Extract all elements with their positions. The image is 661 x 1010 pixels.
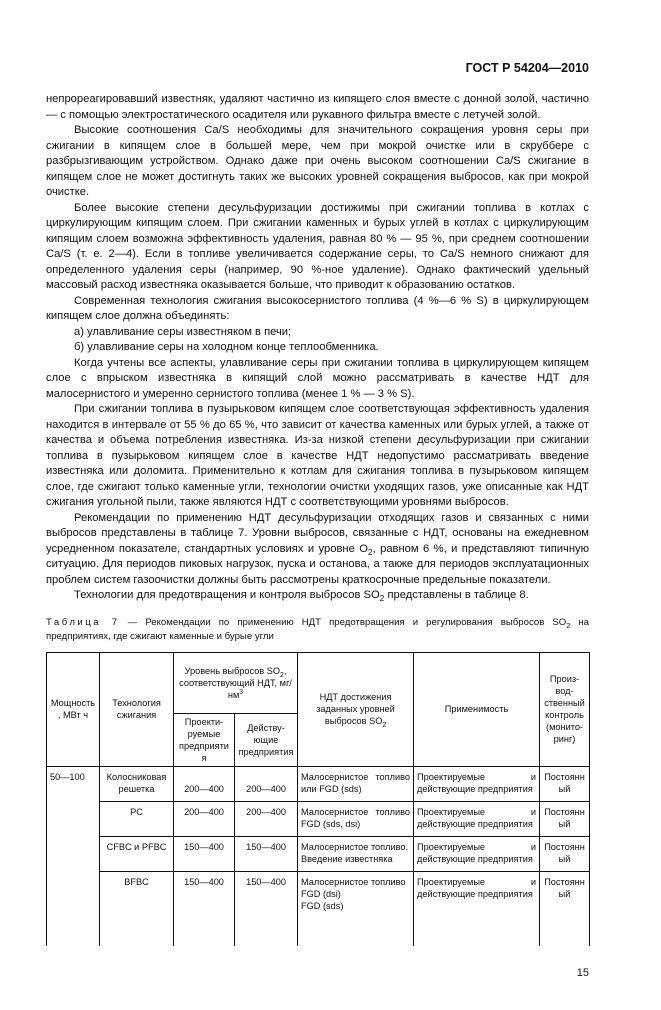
table-row xyxy=(47,836,590,871)
cell-applicability: Проектируемые и действующие предприятия xyxy=(414,801,540,836)
cell-existing: 150—400 xyxy=(235,871,298,946)
text: Рекомендации по применению НДТ десульфуризации отходящих газов и связанных с ними выбросов представлены в таблице 7. Уровни выбросов, связанные с НДТ, основаны на ежедневном усредненном показателе, стандартных условиях и уровне O xyxy=(46,511,589,555)
subscript: 2 xyxy=(566,620,571,630)
document-id: ГОСТ Р 54204—2010 xyxy=(465,61,589,75)
cell-existing: 200—400 xyxy=(235,801,298,836)
cell-applicability: Проектируемые и действующие предприятия xyxy=(414,766,540,801)
list-item: б) улавливание серы на холодном конце теплообменника. xyxy=(74,341,379,353)
paragraph: непрореагировавший известняк, удаляют частично из кипящего слоя вместе с донной золой, частично — с помощью электростатического осадителя или рукавного фильтра вместе с летучей золой. xyxy=(46,93,589,121)
cell-existing: 150—400 xyxy=(235,836,298,871)
subscript: 2 xyxy=(367,546,373,557)
table-row xyxy=(47,801,590,836)
body-text xyxy=(46,92,589,604)
cell-tech: CFBC и PFBC xyxy=(100,836,174,871)
cell-monitoring: Постоянный xyxy=(540,766,590,801)
paragraph: Высокие соотношения Ca/S необходимы для значительного сокращения уровня серы при сжигании в кипящем слое в большей мере, чем при мокрой очистке или в скруббере с разбрызгивающим устройством. Однако даже при очень высоком соотношении Ca/S сжигание в кипящем слое не может достигнуть таких же высоких уровней сокращения выбросов, как при мокрой очистке. xyxy=(46,124,589,198)
header-existing: Действу-ющие предприятия xyxy=(235,713,298,766)
cell-bat: Малосернистое топливо. Введение известняка xyxy=(298,836,414,871)
text: Технологии для предотвращения и контроля выбросов SO xyxy=(74,589,380,601)
header-emission-level: Уровень выбросов $SO_2$, соответствующий НДТ, $мг/нм^3$ xyxy=(174,652,298,713)
header-design: Проекти-руемые предприятия xyxy=(174,713,235,766)
paragraph: Более высокие степени десульфуризации достижимы при сжигании топлива в котлах с циркулирующим кипящим слоем. При сжигании каменных и бурых углей в котлах с циркулирующим кипящим слоем возможна эффективность удаления, равная 80 % — 95 %, при среднем соотношении Ca/S (т. е. 2—4). Если в топливе увеличивается содержание серы, то Ca/S немного снижают для определенного удаления серы (например, 90 %-ное удаление). Однако фактический удельный массовый расход известняка оказывается больше, что приводит к образованию остатков. xyxy=(46,201,589,291)
cell-tech: Колосниковая решетка xyxy=(100,766,174,801)
cell-design: 200—400 xyxy=(174,801,235,836)
text: на предприятиях, где сжигают каменные и бурые угли xyxy=(46,616,589,642)
cell-power: 50—100 xyxy=(47,766,100,946)
paragraph xyxy=(46,588,589,604)
paragraph: При сжигании топлива в пузырьковом кипящем слое соответствующая эффективность удаления находится в интервале от 55 % до 65 %, что зависит от качества каменных или бурых углей, а также от качества и объема потребления известняка. Из-за низкой степени десульфуризации при сжигании топлива в пузырьковом кипящем слое в качестве НДТ недопустимо рассматривать введение известняка или доломита. Применительно к котлам для сжигания топлива в пузырьковом кипящем слое, где сжигают только каменные угли, технологии очистки уходящих газов, уже описанные как НДТ сжигания угольной пыли, также являются НДТ с соответствующими уровнями выбросов. xyxy=(46,403,589,508)
cell-existing: 200—400 xyxy=(235,766,298,801)
paragraph: Современная технология сжигания высокосернистого топлива (4 %—6 % S) в циркулирующем кипящем слое должна объединять: xyxy=(46,294,589,322)
text: — Рекомендации по применению НДТ предотвращения и регулирования выбросов SO xyxy=(119,616,567,628)
header-monitoring: Произ-вод-ственный контроль (монито-ринг) xyxy=(540,652,590,766)
cell-design: 200—400 xyxy=(174,766,235,801)
table-7 xyxy=(46,652,590,946)
cell-tech: BFBC xyxy=(100,871,174,946)
cell-bat: Малосернистое топливо FGD (sds, dsi) xyxy=(298,801,414,836)
cell-monitoring: Постоянный xyxy=(540,871,590,946)
text: , равном 6 %, и представляют типичную ситуацию. Для периодов пиковых нагрузок, пуска и останова, а также для периодов эксплуатационных проблем систем газоочистки должны быть рассмотрены краткосрочные предельные показатели. xyxy=(46,542,589,586)
header-applicability: Применимость xyxy=(414,652,540,766)
cell-tech: PC xyxy=(100,801,174,836)
text: представлены в таблице 8. xyxy=(384,589,529,601)
paragraph xyxy=(46,511,589,589)
cell-monitoring: Постоянный xyxy=(540,801,590,836)
header-bat: НДТ достижения заданных уровней выбросов $SO_2$ xyxy=(298,652,414,766)
cell-applicability: Проектируемые и действующие предприятия xyxy=(414,836,540,871)
table-caption xyxy=(46,616,589,644)
table-row xyxy=(47,766,590,801)
table-row xyxy=(47,871,590,946)
cell-monitoring: Постоянный xyxy=(540,836,590,871)
cell-bat: Малосернистое топливо FGD (dsi) FGD (sds) xyxy=(298,871,414,946)
page-number: 15 xyxy=(576,966,589,979)
cell-bat: Малосернистое топливо или FGD (sds) xyxy=(298,766,414,801)
header-power: Мощность, МВт ч xyxy=(47,652,100,766)
cell-design: 150—400 xyxy=(174,836,235,871)
table-label: Таблица 7 xyxy=(46,616,120,628)
cell-design: 150—400 xyxy=(174,871,235,946)
list-item: а) улавливание серы известняком в печи; xyxy=(74,325,292,338)
cell-applicability: Проектируемые и действующие предприятия xyxy=(414,871,540,946)
subscript: 2 xyxy=(379,593,385,604)
paragraph: Когда учтены все аспекты, улавливание серы при сжигании топлива в циркулирующем кипящем слое с впрыском известняка в кипящий слой можно рассматривать в качестве НДТ для малосернистого и умеренно сернистого топлива (менее 1 % — 3 % S). xyxy=(46,356,589,400)
header-technology: Технология сжигания xyxy=(100,652,174,766)
